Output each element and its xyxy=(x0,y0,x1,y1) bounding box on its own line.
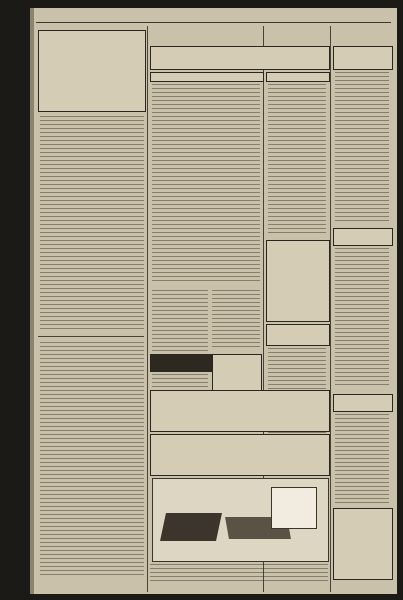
directory-box xyxy=(266,240,330,322)
article-text xyxy=(335,72,389,222)
article-text xyxy=(212,290,260,350)
advertisement-box xyxy=(150,390,330,432)
newspaper-page xyxy=(30,8,397,594)
article-heading xyxy=(266,72,330,82)
article-heading xyxy=(333,394,393,412)
page-edge xyxy=(30,8,34,594)
article-text xyxy=(40,116,144,332)
article-divider xyxy=(38,336,144,337)
column-masthead xyxy=(150,46,330,70)
article-text xyxy=(335,414,389,504)
article-text xyxy=(335,248,389,388)
article-text xyxy=(152,84,260,284)
advertisement-banner xyxy=(150,354,212,372)
product-advertisement-illustration xyxy=(152,478,329,562)
article-text xyxy=(268,84,326,234)
article-heading xyxy=(333,228,393,246)
advertisement-text xyxy=(150,564,328,584)
article-text xyxy=(40,342,144,578)
column-rule xyxy=(147,26,148,592)
column-rule xyxy=(330,26,331,592)
running-head-rule xyxy=(36,22,391,23)
column-masthead xyxy=(333,46,393,70)
article-heading xyxy=(150,72,264,82)
section-heading xyxy=(266,324,330,346)
headline-block xyxy=(38,30,146,112)
advertisement-box xyxy=(333,508,393,580)
advertisement-box xyxy=(150,434,330,476)
